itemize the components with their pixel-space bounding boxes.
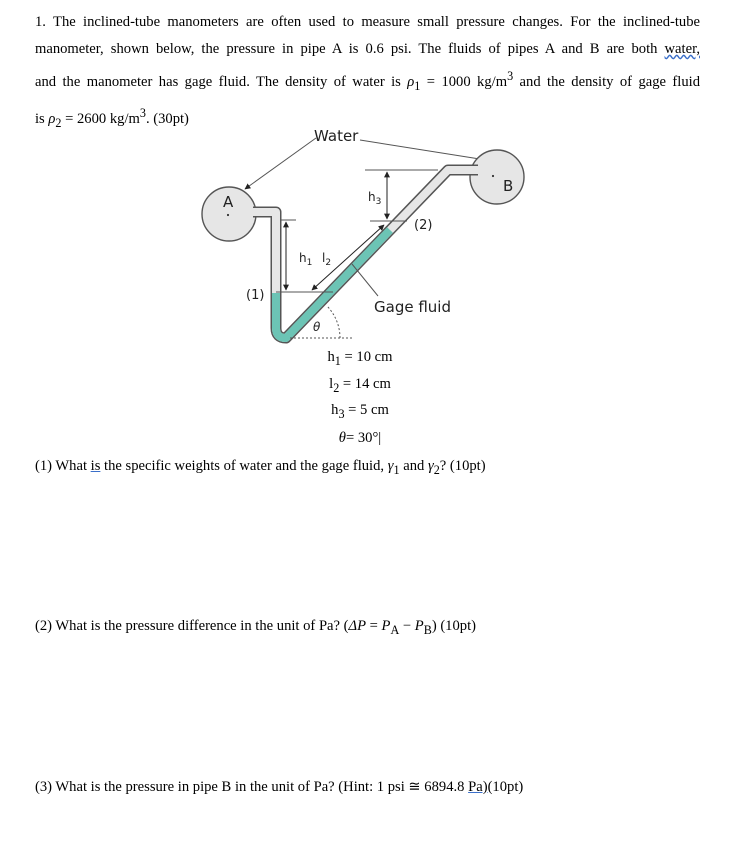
pipe-a-label: A (223, 193, 234, 211)
grammar-flag-is: is (90, 458, 101, 474)
grammar-flag-pa: Pa) (468, 779, 488, 795)
gage-fluid-label: Gage fluid (374, 298, 451, 316)
pipe-b-dot (492, 175, 494, 177)
given-theta: θ= 30°| (338, 430, 382, 446)
point-2-label: (2) (414, 218, 433, 233)
given-h1: $h_1 = 10$ cm (327, 349, 393, 368)
gage-fluid (276, 230, 390, 338)
problem-line-3: and the manometer has gage fluid. The density of water is $\rho_1 = 1000$ $kg/m^3$ and the density of gage fluid (35, 69, 700, 93)
water-leader-line-a (245, 138, 316, 189)
water-label: Water (314, 127, 359, 145)
question-2: (2) What is the pressure difference in the unit of Pa? $(\Delta P = P_A - P_B)$ (10pt) (35, 618, 476, 637)
given-l2: $l_2 = 14$ cm (329, 376, 391, 395)
h3-label: $h_3$ (368, 190, 382, 207)
problem-line-1: 1. The inclined-tube manometers are often used to measure small pressure changes. For the inclined-tube (35, 14, 700, 30)
problem-line-2: manometer, shown below, the pressure in pipe A is 0.6 psi. The fluids of pipes A and B are both water, (35, 41, 700, 57)
h1-label: $h_1$ (299, 251, 313, 268)
pipe-a-dot (227, 214, 229, 216)
l2-label: $l_2$ (322, 251, 332, 268)
angle-arc (327, 306, 340, 338)
pipe-b-label: B (503, 177, 514, 195)
given-h3: $h_3 = 5$ cm (331, 402, 389, 421)
question-3: (3) What is the pressure in pipe B in the unit of Pa? (Hint: 1 psi ≅ 6894.8 Pa)(10pt) (35, 779, 524, 795)
spellcheck-word-water: water, (664, 41, 700, 57)
water-leader-line-b (360, 140, 486, 160)
point-1-label: (1) (246, 288, 265, 303)
theta-label: θ (313, 320, 321, 334)
question-1: (1) What is the specific weights of water and the gage fluid, $\gamma_1$ and $\gamma_2$? (10pt) (35, 458, 486, 477)
gage-fluid-leader (352, 264, 378, 296)
pipe-b (470, 150, 524, 204)
problem-line-4: is $\rho_2 = 2600$ $kg/m^3$. (30pt) (35, 105, 189, 130)
